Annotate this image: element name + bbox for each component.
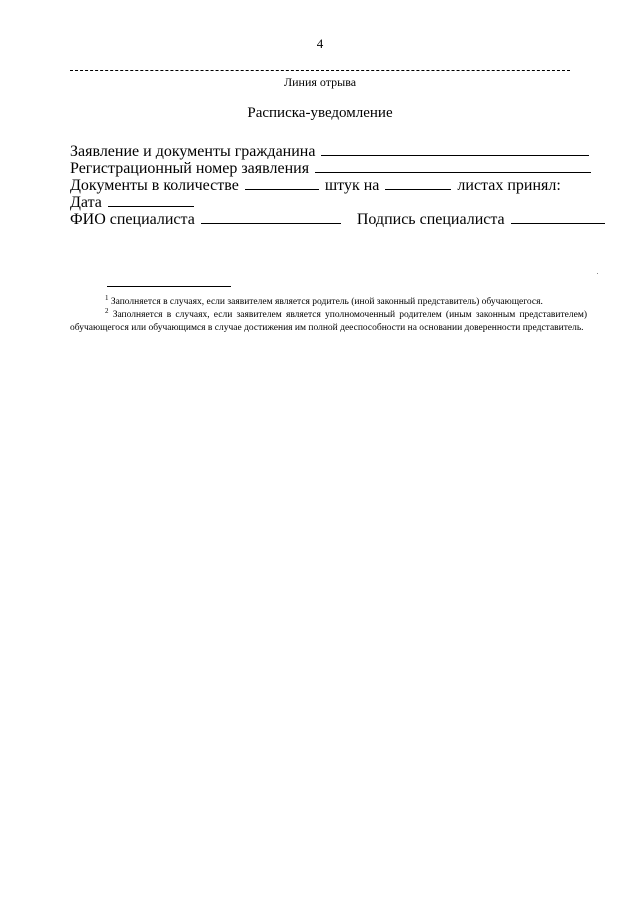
tear-line-label: Линия отрыва <box>283 75 357 89</box>
registration-number-blank-field[interactable] <box>315 158 591 173</box>
specialist-signature-blank-field[interactable] <box>511 209 605 224</box>
document-title: Расписка-уведомление <box>247 105 393 121</box>
sheets-accepted-label: листах принял: <box>457 177 561 194</box>
footnote-separator <box>107 286 231 287</box>
pieces-on-label: штук на <box>324 177 380 194</box>
specialist-name-label: ФИО специалиста <box>70 211 195 228</box>
footnote-1 <box>70 293 587 309</box>
date-label: Дата <box>70 194 102 211</box>
specialist-signature-label: Подпись специалиста <box>356 211 505 228</box>
application-blank-field[interactable] <box>321 141 589 156</box>
date-blank-field[interactable] <box>108 192 194 207</box>
sheets-count-blank-field[interactable] <box>385 175 451 190</box>
scan-artifact <box>597 273 598 274</box>
footnote-1-mark: 1 <box>105 293 109 302</box>
registration-number-label: Регистрационный номер заявления <box>70 160 310 177</box>
form-line-specialist <box>70 209 607 229</box>
footnote-2-mark: 2 <box>105 306 109 315</box>
application-label: Заявление и документы гражданина <box>70 143 316 160</box>
documents-count-label: Документы в количестве <box>70 177 239 194</box>
footnote-2-text: Заполняется в случаях, если заявителем является уполномоченный родителем (иным законным представителем) обучающегося или обучающимся в случае достижения им полной дееспособности на основании доверенности представитель. <box>70 310 587 333</box>
tear-line-divider <box>70 70 570 71</box>
footnote-1-text: Заполняется в случаях, если заявителем является родитель (иной законный представитель) обучающегося. <box>110 297 543 307</box>
footnote-2 <box>70 306 587 335</box>
specialist-name-blank-field[interactable] <box>201 209 341 224</box>
documents-count-blank-field[interactable] <box>245 175 319 190</box>
page-number: 4 <box>316 36 324 51</box>
